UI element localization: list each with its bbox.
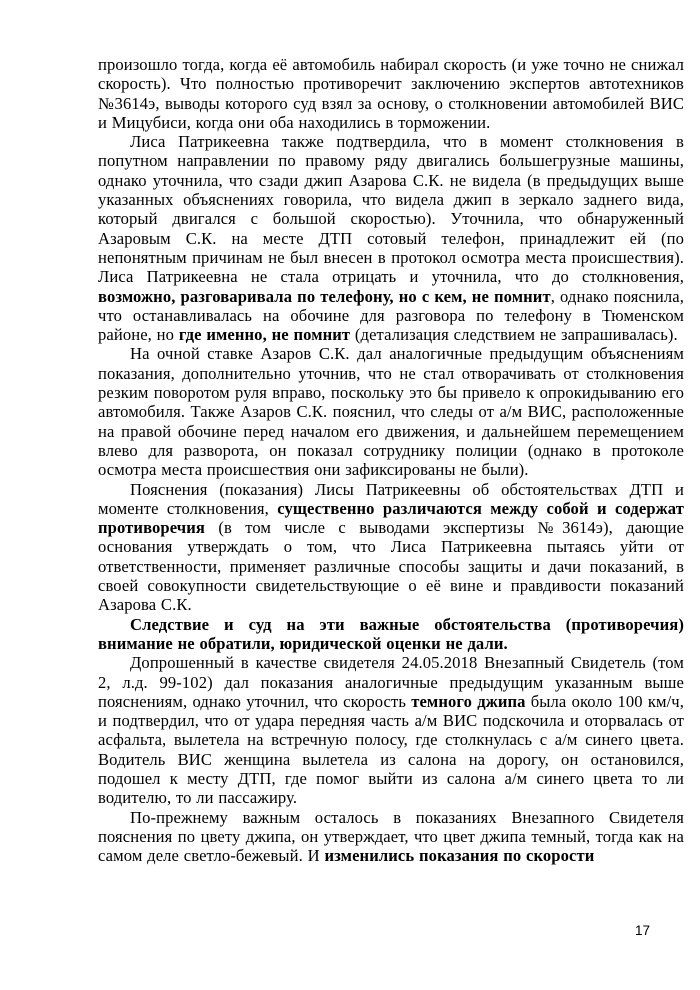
text-segment: Лиса Патрикеевна также подтвердила, что в момент столкновения в попутном направлении по правому ряду двигались большегрузные машины, однако уточнила, что сзади джип Азарова С.К. не видела (в предыдущих выше указанных объяснениях говорила, что видела джип в зеркало заднего вида, который двигался с большой скоростью). Уточнила, что обнаруженный Азаровым С.К. на месте ДТП сотовый телефон, принадлежит ей (по непонятным причинам не был внесен в протокол осмотра места происшествия). Лиса Патрикеевна не стала отрицать и уточнила, что до столкновения, [98, 132, 684, 287]
bold-text-segment: Следствие и суд на эти важные обстоятельства (противоречия) внимание не обратили, юридической оценки не дали. [98, 614, 684, 653]
bold-text-segment: где именно, не помнит [178, 325, 351, 345]
paragraph [98, 653, 684, 807]
paragraph [98, 808, 684, 866]
text-segment: На очной ставке Азаров С.К. дал аналогичные предыдущим объяснениям показания, дополнительно уточнив, что не стал отворачивать от столкновения резким поворотом руля вправо, поскольку это бы привело к опрокидыванию его автомобиля. Также Азаров С.К. пояснил, что следы от а/м ВИС, расположенные на правой обочине перед началом его движения, и дальнейшем перемещением влево для разворота, он показал сотруднику полиции (однако в протоколе осмотра места происшествия они зафиксированы не были). [98, 344, 684, 480]
text-segment: По-прежнему важным осталось в показаниях Внезапного Свидетеля пояснения по цвету джипа, он утверждает, что цвет джипа темный, тогда как на самом деле светло-бежевый. И [98, 807, 684, 866]
text-segment: , однако пояснила, что останавливалась на обочине для разговора по телефону в Тюменском районе, но [98, 286, 684, 345]
paragraph [98, 480, 684, 615]
text-segment: (в том числе с выводами экспертизы №3614э), дающие основания утверждать о том, что Лиса Патрикеевна пытаясь уйти от ответственности, применяет различные способы защиты и дачи показаний, в своей совокупности свидетельствующие о её вине и правдивости показаний Азарова С.К. [98, 518, 684, 615]
document-body [98, 55, 684, 865]
text-segment: (детализация следствием не запрашивалась). [350, 325, 678, 345]
paragraph [98, 344, 684, 479]
paragraph [98, 615, 684, 654]
page-number: 17 [634, 923, 650, 938]
text-segment: Допрошенный в качестве свидетеля 24.05.2018 Внезапный Свидетель (том 2, л.д. 99-102) дал показания аналогичные предыдущим указанным выше пояснениям, однако уточнил, что скорость [98, 653, 684, 711]
bold-text-segment: возможно, разговаривала по телефону, но с кем, не помнит [98, 286, 551, 306]
bold-text-segment: существенно различаются между собой и содержат противоречия [98, 498, 684, 538]
bold-text-segment: темного джипа [411, 691, 526, 711]
paragraph [98, 132, 684, 344]
bold-text-segment: изменились показания по скорости [324, 846, 595, 866]
text-segment: произошло тогда, когда её автомобиль набирал скорость (и уже точно не снижал скорость). Что полностью противоречит заключению экспертов автотехников №3614э, выводы которого суд взял за основу, о столкновении автомобилей ВИС и Мицубиси, когда они оба находились в торможении. [98, 55, 684, 132]
text-segment: была около 100 км/ч, и подтвердил, что от удара передняя часть а/м ВИС подскочила и оторвалась от асфальта, вылетела на встречную полосу, где столкнулась с а/м синего цвета. Водитель ВИС женщина вылетела из салона на дорогу, он остановился, подошел к месту ДТП, где помог выйти из салона а/м синего цвета то ли водителю, то ли пассажиру. [98, 691, 684, 808]
paragraph [98, 55, 684, 132]
text-segment: Пояснения (показания) Лисы Патрикеевны об обстоятельствах ДТП и моменте столкновения, [98, 479, 684, 518]
